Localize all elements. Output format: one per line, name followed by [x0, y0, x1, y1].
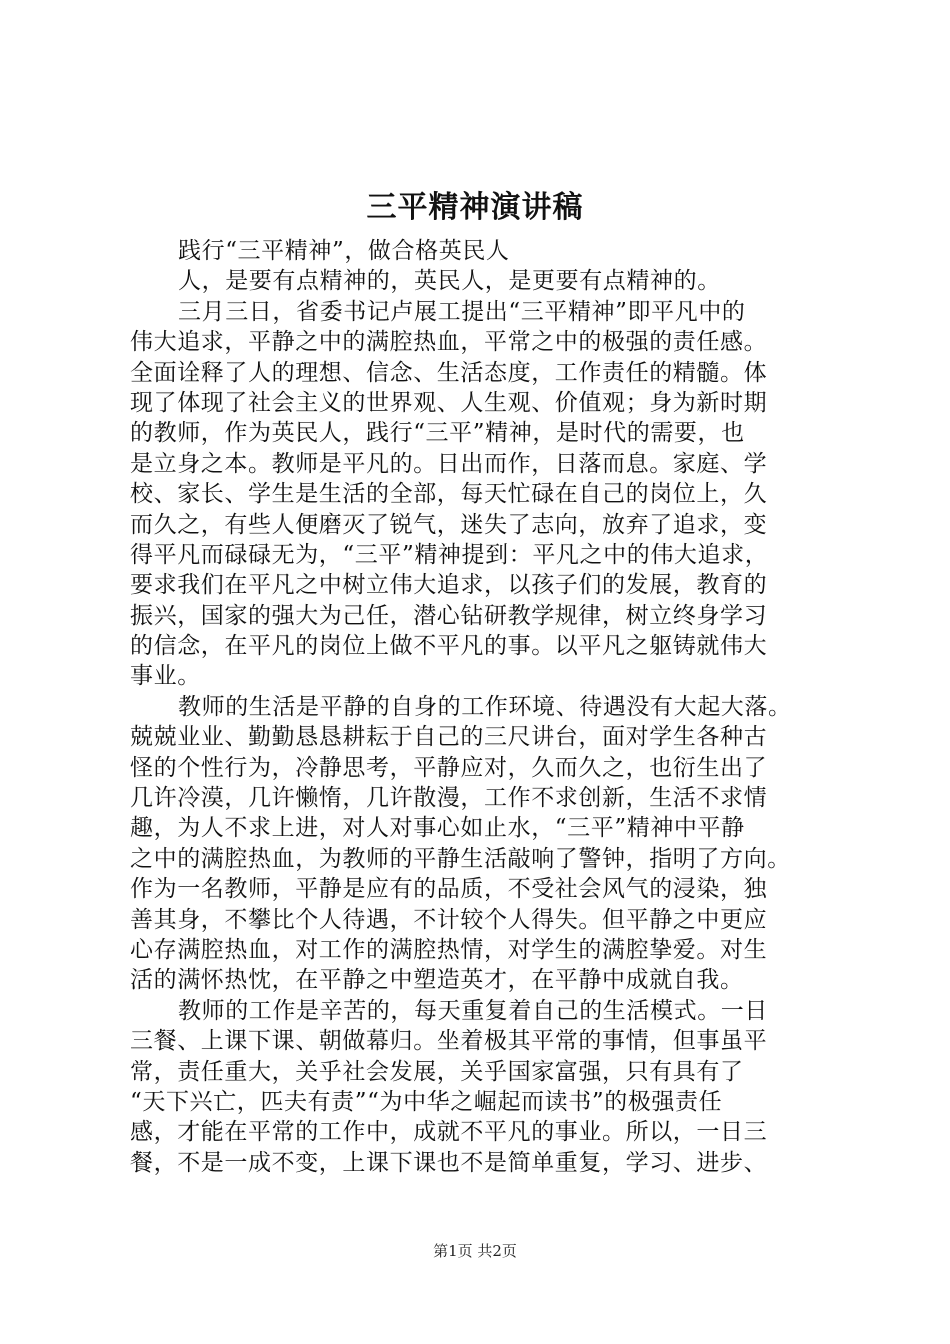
page-footer: 第1页 共2页 [433, 1242, 517, 1260]
text-line: 的信念，在平凡的岗位上做不平凡的事。以平凡之躯铸就伟大 [130, 633, 768, 660]
text-line: 教师的工作是辛苦的，每天重复着自己的生活模式。一日 [178, 997, 768, 1024]
text-line: 感，才能在平常的工作中，成就不平凡的事业。所以，一日三 [130, 1119, 768, 1146]
text-line: 常，责任重大，关乎社会发展，关乎国家富强，只有具有了 [130, 1058, 744, 1085]
text-line: 三餐、上课下课、朝做幕归。坐着极其平常的事情，但事虽平 [130, 1028, 768, 1055]
text-line: 之中的满腔热血，为教师的平静生活敲响了警钟，指明了方向。 [130, 845, 791, 872]
text-line: 现了体现了社会主义的世界观、人生观、价值观；身为新时期 [130, 389, 768, 416]
text-line: 的教师，作为英民人，践行“三平”精神，是时代的需要，也 [130, 420, 745, 447]
text-line: 事业。 [130, 663, 201, 690]
text-line: 是立身之本。教师是平凡的。日出而作，日落而息。家庭、学 [130, 450, 768, 477]
text-line: 兢兢业业、勤勤恳恳耕耘于自己的三尺讲台，面对学生各种古 [130, 724, 768, 751]
text-line: 作为一名教师，平静是应有的品质，不受社会风气的浸染，独 [130, 876, 768, 903]
text-line: 人，是要有点精神的，英民人，是更要有点精神的。 [178, 268, 721, 295]
text-line: 几许冷漠，几许懒惰，几许散漫，工作不求创新，生活不求情 [130, 785, 768, 812]
text-line: 得平凡而碌碌无为，“三平”精神提到：平凡之中的伟大追求， [130, 541, 769, 568]
document-body [130, 236, 830, 1178]
text-line: 伟大追求，平静之中的满腔热血，平常之中的极强的责任感。 [130, 329, 768, 356]
text-line: 全面诠释了人的理想、信念、生活态度，工作责任的精髓。体 [130, 359, 768, 386]
text-line: 而久之，有些人便磨灭了锐气，迷失了志向，放弃了追求，变 [130, 511, 768, 538]
text-line: 教师的生活是平静的自身的工作环境、待遇没有大起大落。 [178, 693, 792, 720]
text-line: 践行“三平精神”，做合格英民人 [178, 238, 510, 264]
text-line: 怪的个性行为，冷静思考，平静应对，久而久之，也衍生出了 [130, 754, 768, 781]
text-line: 校、家长、学生是生活的全部，每天忙碌在自己的岗位上，久 [130, 481, 768, 508]
document-title: 三平精神演讲稿 [366, 190, 584, 225]
text-line: 要求我们在平凡之中树立伟大追求，以孩子们的发展，教育的 [130, 572, 768, 599]
text-line: 三月三日，省委书记卢展工提出“三平精神”即平凡中的 [178, 298, 746, 325]
text-line: 振兴，国家的强大为己任，潜心钻研教学规律，树立终身学习 [130, 602, 768, 629]
text-line: 心存满腔热血，对工作的满腔热情，对学生的满腔挚爱。对生 [130, 936, 768, 963]
text-line: 餐，不是一成不变，上课下课也不是简单重复，学习、进步、 [130, 1149, 768, 1176]
text-line: “天下兴亡，匹夫有责”“为中华之崛起而读书”的极强责任 [130, 1088, 723, 1115]
text-line: 善其身，不攀比个人待遇，不计较个人得失。但平静之中更应 [130, 906, 768, 933]
text-line: 趣，为人不求上进，对人对事心如止水，“三平”精神中平静 [130, 815, 745, 842]
text-line: 活的满怀热忱，在平静之中塑造英才，在平静中成就自我。 [130, 967, 744, 994]
